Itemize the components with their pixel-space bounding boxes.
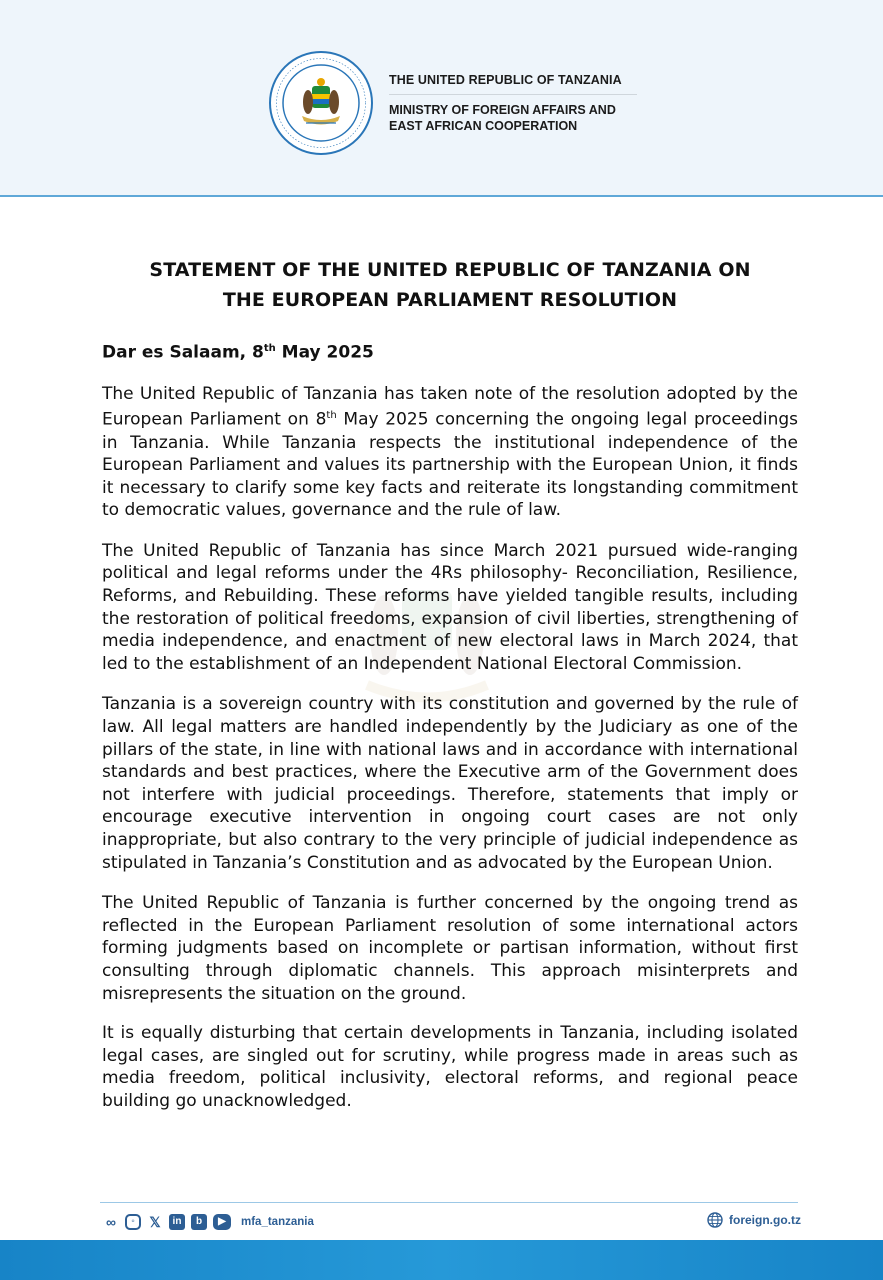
ministry-line-2: EAST AFRICAN COOPERATION: [389, 119, 578, 133]
footer-bar: [0, 1240, 883, 1280]
x-icon[interactable]: 𝕏: [149, 1214, 161, 1230]
date-prefix: Dar es Salaam, 8: [102, 342, 264, 363]
paragraph-4: The United Republic of Tanzania is further concerned by the ongoing trend as reflected in the European Parliament resolution of some international actors forming judgments based on incomplete or partisan information, without first consulting through diplomatic channels. This approach misinterprets and misrepresents the situation on the ground.: [102, 893, 798, 1004]
letterhead: [0, 0, 883, 197]
paragraph-1-ordinal: th: [326, 410, 337, 422]
title-line-2: THE EUROPEAN PARLIAMENT RESOLUTION: [222, 289, 678, 311]
title-line-1: STATEMENT OF THE UNITED REPUBLIC OF TANZANIA ON: [149, 259, 751, 281]
paragraph-3: Tanzania is a sovereign country with its constitution and governed by the rule of law. All legal matters are handled independently by the Judiciary as one of the pillars of the state, in line with national laws and in accordance with international standards and best practices, where the Executive arm of the Government does not interfere with judicial proceedings. Therefore, statements that imply or encourage executive intervention in ongoing court cases are not only inappropriate, but also contrary to the very principle of judicial independence as stipulated in Tanzania’s Constitution and as advocated by the European Union.: [102, 694, 798, 873]
statement-body: [102, 255, 798, 1130]
social-links: [103, 1213, 314, 1231]
meta-icon[interactable]: ∞: [106, 1214, 116, 1230]
ministry-line-1: MINISTRY OF FOREIGN AFFAIRS AND: [389, 103, 616, 117]
ministry-seal-logo: [268, 50, 374, 156]
dateline: [102, 337, 798, 365]
country-name: THE UNITED REPUBLIC OF TANZANIA: [389, 73, 622, 87]
linkedin-icon[interactable]: in: [169, 1214, 185, 1230]
paragraph-2: The United Republic of Tanzania has since March 2021 pursued wide-ranging political and legal reforms under the 4Rs philosophy- Reconciliation, Resilience, Reforms, and Rebuilding. These reforms have yielded tangible results, including the restoration of political freedoms, expansion of civil liberties, strengthening of media independence, and enactment of new electoral laws in March 2024, that led to the establishment of an Independent National Electoral Commission.: [102, 540, 798, 674]
paragraph-1-part-a: The United Republic of Tanzania has taken note of the resolution adopted by the European Parliament on 8: [102, 383, 798, 430]
website-link[interactable]: [707, 1212, 801, 1228]
organization-name: [389, 72, 659, 134]
footer-divider: [100, 1202, 798, 1203]
statement-title: [102, 255, 798, 315]
website-url[interactable]: foreign.go.tz: [729, 1213, 801, 1227]
ministry-name: [389, 102, 659, 134]
instagram-icon[interactable]: ◦: [125, 1214, 141, 1230]
youtube-icon[interactable]: ▶: [213, 1214, 231, 1230]
social-handle[interactable]: mfa_tanzania: [241, 1216, 314, 1228]
paragraph-1-part-b: May 2025 concerning the ongoing legal proceedings in Tanzania. While Tanzania respects the institutional independence of the European Parliament and values its partnership with the European Union, it finds it necessary to clarify some key facts and reiterate its longstanding commitment to democratic values, governance and the rule of law.: [102, 409, 798, 521]
date-ordinal: th: [263, 343, 276, 354]
bluesky-icon[interactable]: b: [191, 1214, 207, 1230]
globe-icon: [707, 1212, 723, 1228]
date-suffix: May 2025: [275, 342, 374, 363]
paragraph-1: [102, 383, 798, 522]
paragraph-5: It is equally disturbing that certain developments in Tanzania, including isolated legal cases, are singled out for scrutiny, while progress made in areas such as media freedom, political inclusivity, electoral reforms, and regional peace building go unacknowledged.: [102, 1023, 798, 1111]
header-divider: [389, 94, 637, 95]
